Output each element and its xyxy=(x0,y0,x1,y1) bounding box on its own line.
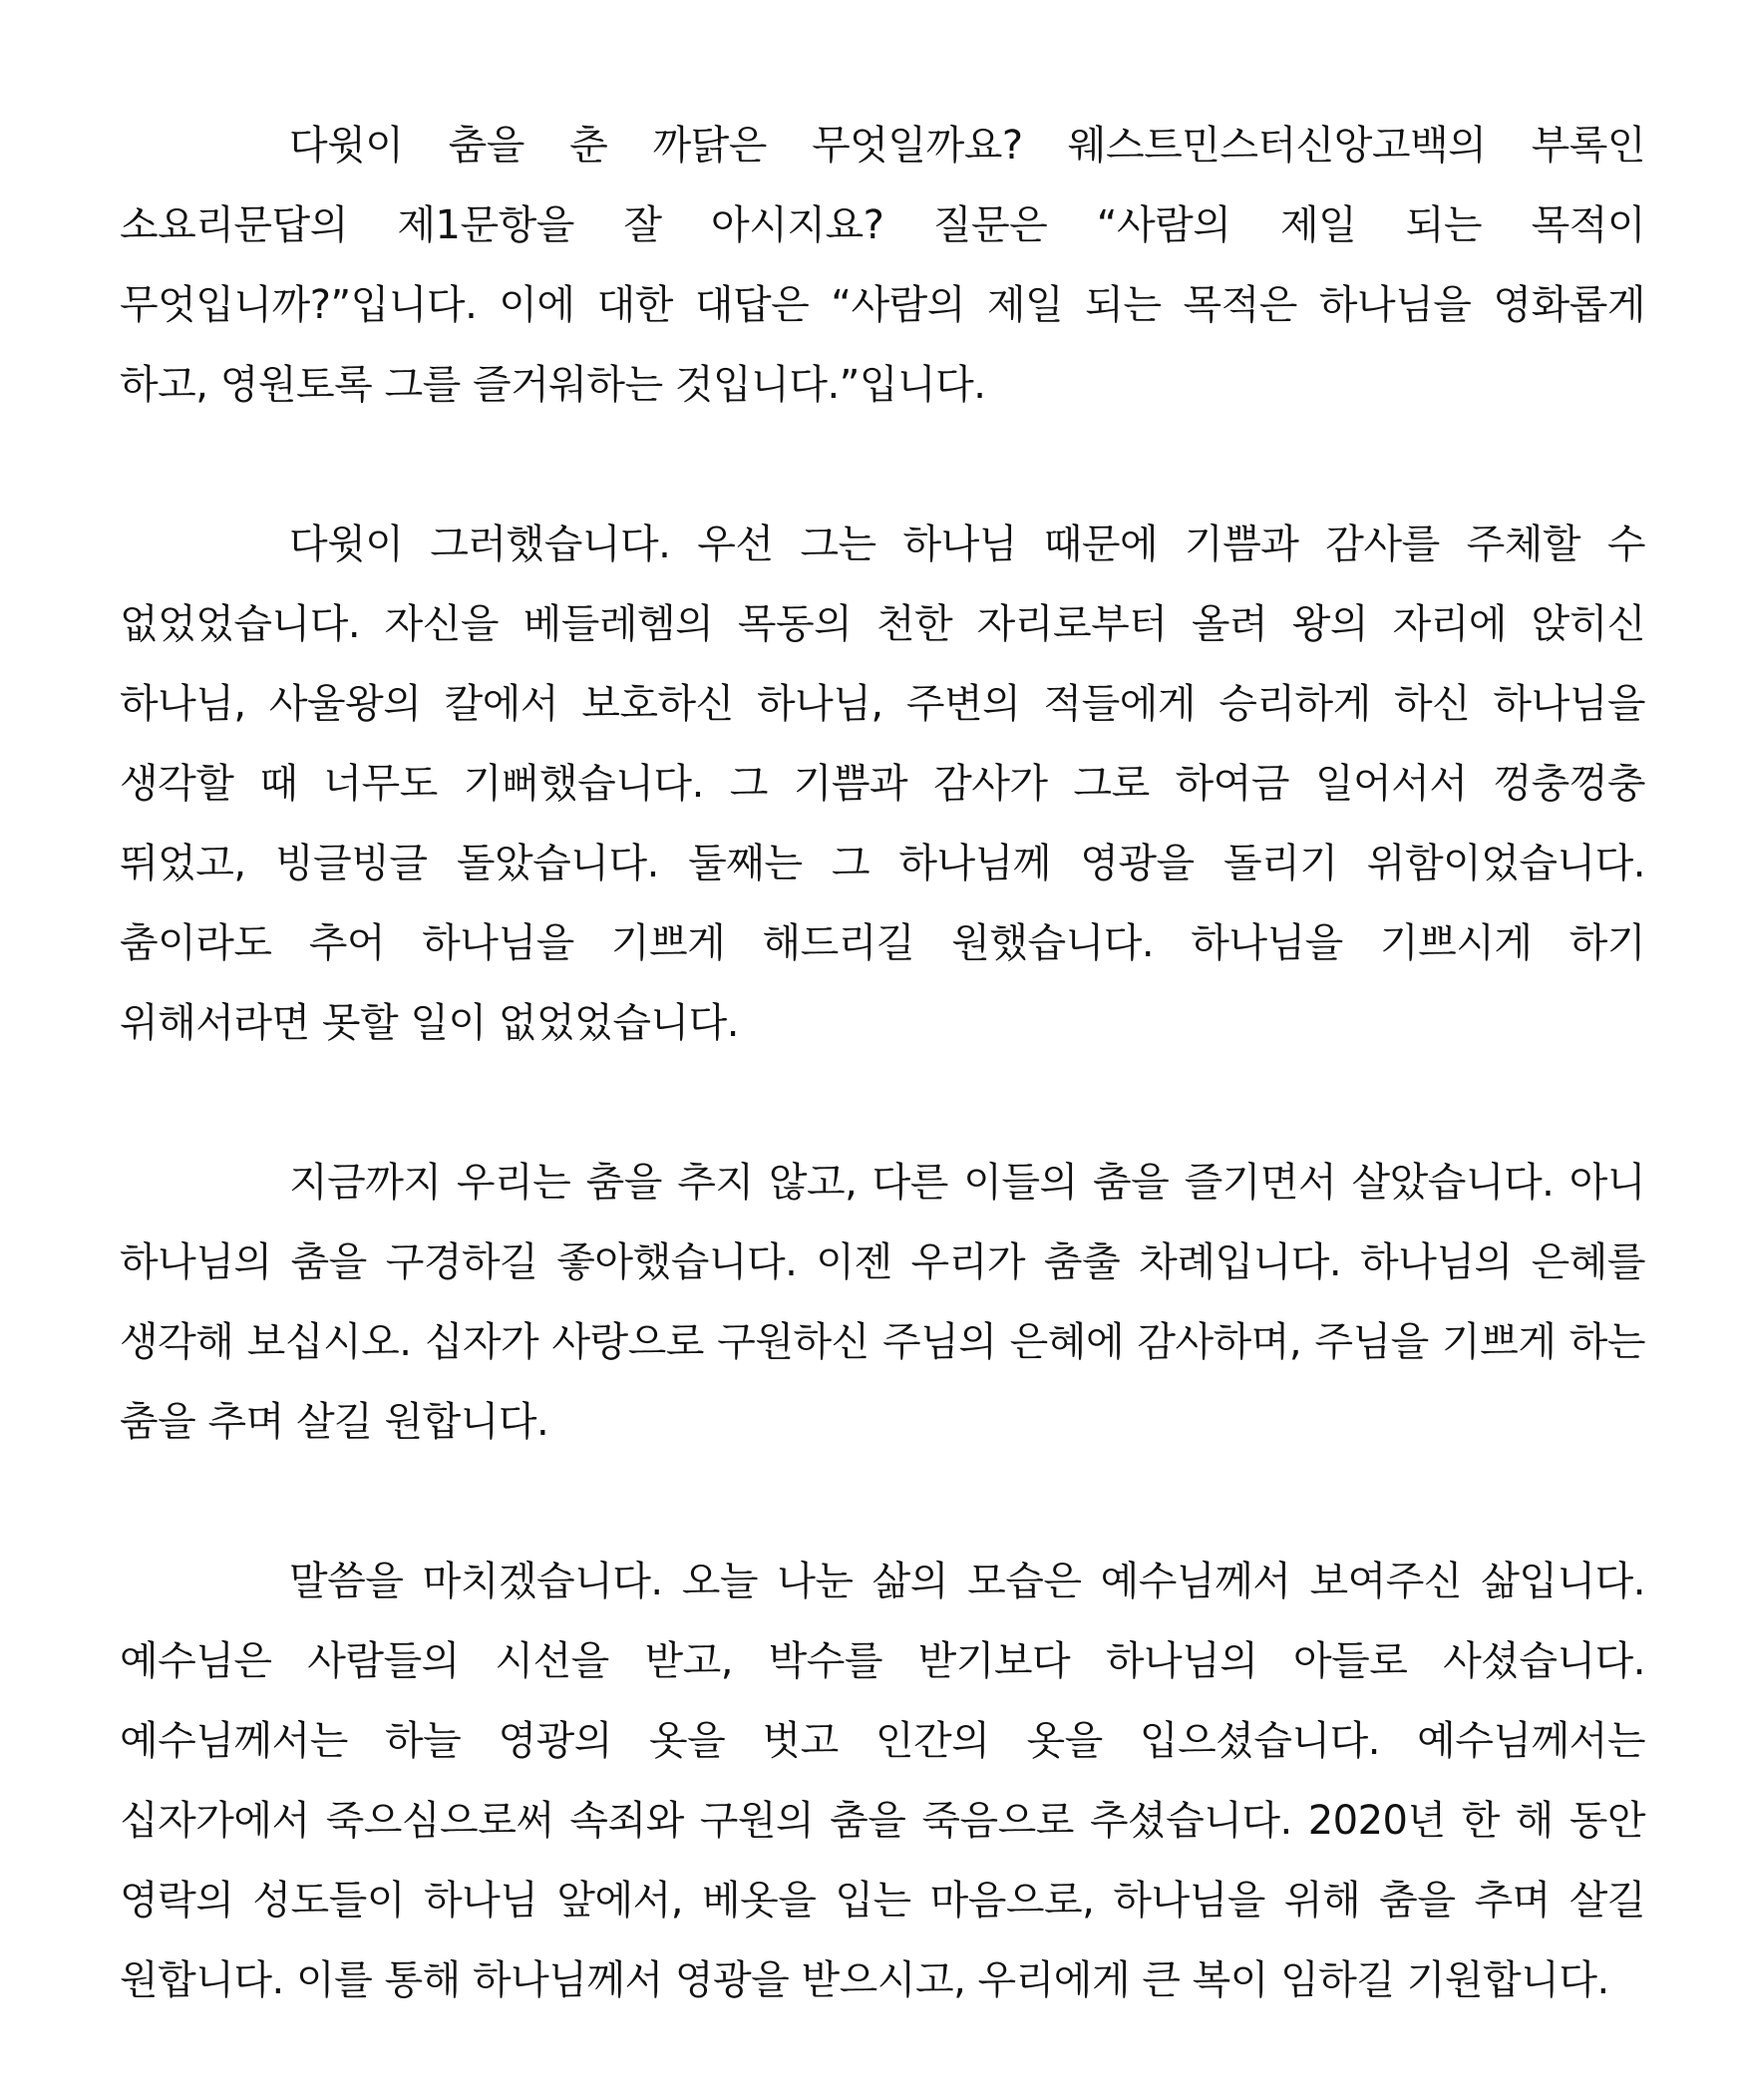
document-body xyxy=(120,106,1645,2100)
paragraph-3: 지금까지 우리는 춤을 추지 않고, 다른 이들의 춤을 즐기면서 살았습니다. 아니 하나님의 춤을 구경하길 좋아했습니다. 이젠 우리가 춤출 차례입니다. 하나님의 은혜를 생각해 보십시오. 십자가 사랑으로 구원하신 주님의 은혜에 감사하며, 주님을 기쁘게 하는 춤을 추며 살길 원합니다. xyxy=(120,1160,1645,1445)
paragraph-2: 다윗이 그러했습니다. 우선 그는 하나님 때문에 기쁨과 감사를 주체할 수 없었었습니다. 자신을 베들레헴의 목동의 천한 자리로부터 올려 왕의 자리에 앉히신 하나님, 사울왕의 칼에서 보호하신 하나님, 주변의 적들에게 승리하게 하신 하나님을 생각할 때 너무도 기뻐했습니다. 그 기쁨과 감사가 그로 하여금 일어서서 껑충껑충 뛰었고, 빙글빙글 돌았습니다. 둘째는 그 하나님께 영광을 돌리기 위함이었습니다. 춤이라도 추어 하나님을 기쁘게 해드리길 원했습니다. 하나님을 기쁘시게 하기 위해서라면 못할 일이 없었었습니다. xyxy=(120,522,1645,1046)
paragraph-1: 다윗이 춤을 춘 까닭은 무엇일까요? 웨스트민스터신앙고백의 부록인 소요리문답의 제1문항을 잘 아시지요? 질문은 “사람의 제일 되는 목적이 무엇입니까?”입니다. 이에 대한 대답은 “사람의 제일 되는 목적은 하나님을 영화롭게 하고, 영원토록 그를 즐거워하는 것입니다.”입니다. xyxy=(120,123,1645,408)
paragraph-4: 말씀을 마치겠습니다. 오늘 나눈 삶의 모습은 예수님께서 보여주신 삶입니다. 예수님은 사람들의 시선을 받고, 박수를 받기보다 하나님의 아들로 사셨습니다. 예수님께서는 하늘 영광의 옷을 벗고 인간의 옷을 입으셨습니다. 예수님께서는 십자가에서 죽으심으로써 속죄와 구원의 춤을 죽음으로 추셨습니다. 2020년 한 해 동안 영락의 성도들이 하나님 앞에서, 베옷을 입는 마음으로, 하나님을 위해 춤을 추며 살길 원합니다. 이를 통해 하나님께서 영광을 받으시고, 우리에게 큰 복이 임하길 기원합니다. xyxy=(120,1559,1645,2003)
